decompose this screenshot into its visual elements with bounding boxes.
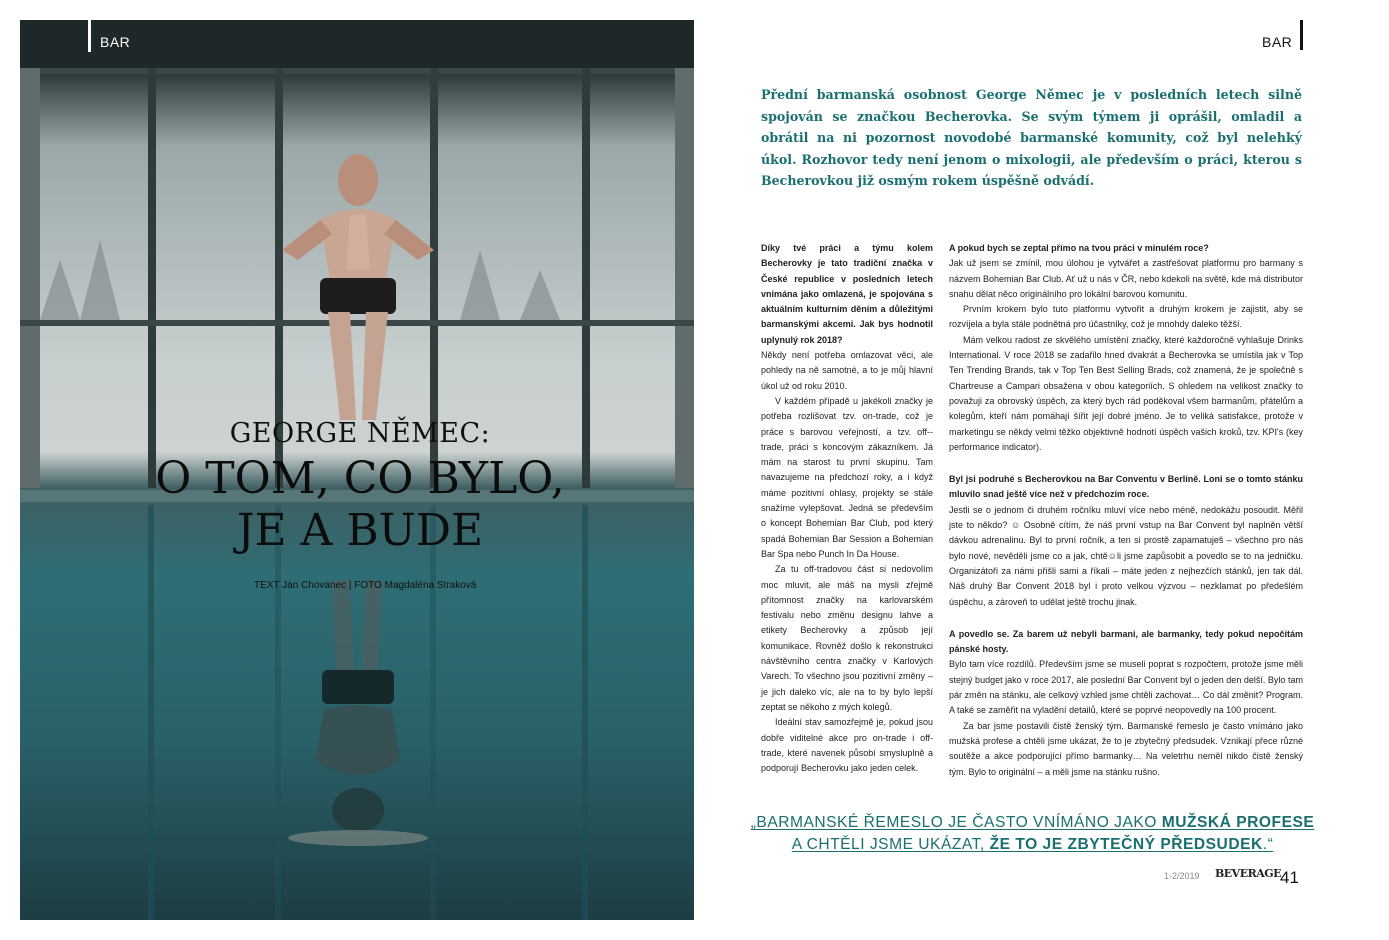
question: Díky tvé práci a týmu kolem Becherovky je tato tradiční značka v České republice v posledních letech vnímána jako omlazená, je spojována s aktuálním kulturním děním a důležitými barmanskými akcemi. Jak bys hodnotil uplynulý rok 2018?	[761, 243, 933, 345]
section-label-left: BAR	[88, 20, 130, 52]
answer-paragraph: Ideální stav samozřejmě je, pokud jsou dobře viditelné akce pro on-trade i off-trade, které navenek působí smysluplně a podporují Becherovku jako jeden celek.	[761, 717, 933, 774]
answer-paragraph: Jestli se o jednom či druhém ročníku mluví více nebo méně, nedokážu posoudit. Měřil jste to někdo? ☺ Osobně cítím, že náš první vstup na Bar Convent byl naplněn větší dávkou adrenalinu. Byl to první ročník, a ten si prostě zapamatuješ – všechno pro nás bylo nové, nevěděli jsme co a jak, chtě☺li jsme zapůsobit a povedlo se to na jedničku. Organizátoři za námi přišli sami a říkali – máte jeden z nejhezčích stánků, jen tak dál. Náš druhý Bar Convent 2018 byl i proto velkou výzvou – nezklamat po předešlém úspěchu, a zároveň to udělat ještě trochu jinak.	[949, 504, 1303, 607]
magazine-logo: BEVERAGE	[1215, 867, 1282, 880]
answer-paragraph: Někdy není potřeba omlazovat věci, ale pohledy na ně samotné, a to je můj hlavní úkol už od roku 2010.	[761, 350, 933, 391]
answer-paragraph: Za bar jsme postavili čistě ženský tým. Barmanské řemeslo je často vnímáno jako mužská profese a chtěli jsme ukázat, že to je zbytečný předsudek. Vznikají přece různé soutěže a akce podporující přímo barmanky… Na veletrhu neměl nikdo čistě ženský tým. Bylo to originální – a měli jsme na stánku rušno.	[949, 720, 1303, 777]
answer-paragraph: Za tu off-tradovou část si nedovolím moc mluvit, ale máš na mysli zřejmě přítomnost značky na karlovarském festivalu nebo změnu designu lahve a etikety Becherovky a způsob její komunikace. Rovněž došlo k rekonstrukci návštěvního centra značky v Karlových Varech. To všechno jsou pozitivní změny – je jich daleko víc, ale na to by bylo lepší zeptat se někoho z mých kolegů.	[761, 564, 933, 712]
pull-quote	[740, 812, 1325, 856]
title-line-3: JE A BUDE	[236, 505, 484, 556]
answer-paragraph: Mám velkou radost ze skvělého umístění značky, které každoročně vyhlašuje Drinks International. V roce 2018 se zadařilo hned dvakrát a Becherovka se umístila jak v Top Ten Trending Brands, tak v Top Ten Best Selling Brads, což znamená, že je společně s Chartreuse a Campari obsažena v obou kategoriích. S ohledem na velikost značky to považuji za obrovský úspěch, za který bych rád poděkoval všem barmanům, přátelům a kolegům, kteří nám pomáhají šířit její dobré jméno. Je to veliká satisfakce, protože v marketingu se někdy velmi těžko objektivně hodnotí úspěch vašich kroků, tzv. KPI's (key performance indicator).	[949, 334, 1303, 452]
question: A povedlo se. Za barem už nebyli barmani, ale barmanky, tedy pokud nepočítám pánské hosty.	[949, 628, 1303, 655]
article-lead: Přední barmanská osobnost George Němec je v posledních letech silně spojován se značkou Becherovka. Se svým týmem ji oprášil, omladil a obrátil na ni pozornost novodobé barmanské komunity, což byl nelehký úkol. Rozhovor tedy není jenom o mixologii, ale především o práci, kterou s Becherovkou již osmým rokem úspěšně odvádí.	[761, 87, 1302, 188]
quote-text: „BARMANSKÉ ŘEMESLO JE ČASTO VNÍMÁNO JAKO	[750, 814, 1162, 831]
page-number: 41	[1280, 868, 1299, 887]
article-title	[110, 418, 610, 557]
question: Byl jsi podruhé s Becherovkou na Bar Conventu v Berlíně. Loni se o tomto stánku mluvilo snad ještě více než v předchozím roce.	[949, 474, 1303, 500]
question: A pokud bych se zeptal přímo na tvou práci v minulém roce?	[949, 243, 1209, 253]
answer-paragraph: V každém případě u jakékoli značky je potřeba rozlišovat tzv. on-trade, což je práce s barovou veřejností, a tzv. off--trade, práci s koncovým zákazníkem. Já mám na starost tu první skupinu. Tam navazujeme na předchozí roky, a i když máme pozitivní ohlasy, projekty se stále snažíme vylepšovat. Jedná se především o koncept Bohemian Bar Club, pod který spadá Bohemian Bar Session a Bohemian Bar Spa nebo Punch In Da House.	[761, 395, 933, 559]
quote-end: .“	[1262, 836, 1274, 853]
text-column-1	[761, 241, 933, 776]
text-column-2	[949, 241, 1303, 780]
issue-number: 1-2/2019	[1164, 871, 1200, 881]
title-line-1: GEORGE NĚMEC:	[229, 418, 491, 449]
answer-paragraph: Jak už jsem se zmínil, mou úlohou je vytvářet a zastřešovat platformu pro barmany s názvem Bohemian Bar Club. Ať už u nás v ČR, nebo kdekoli na světě, kde má distributor snahu dělat něco originálního pro lokální barovou komunitu.	[949, 258, 1303, 299]
quote-text: A CHTĚLI JSME UKÁZAT,	[791, 836, 990, 853]
quote-highlight: MUŽSKÁ PROFESE	[1161, 814, 1315, 831]
quote-highlight: ŽE TO JE ZBYTEČNÝ PŘEDSUDEK	[989, 836, 1263, 853]
section-label-right: BAR	[1262, 20, 1303, 50]
answer-paragraph: Prvním krokem bylo tuto platformu vytvořit a druhým krokem je zajistit, aby se rozvíjela a byla stále podnětná pro účastníky, což je mnohdy daleko těžší.	[949, 304, 1303, 330]
answer-paragraph: Bylo tam více rozdílů. Především jsme se museli poprat s rozpočtem, protože jsme měli stejný budget jako v roce 2017, ale poslední Bar Convent byl o jeden den delší. Bylo tam pár změn na stánku, ale celkový vzhled jsme chtěli zachovat… Co dál změnit? Program. A také se zaměřit na vyladění detailů, které se poprvé neopovedly na 100 procent.	[949, 659, 1303, 716]
article-credits: TEXT Ján Chovanec | FOTO Magdaléna Straková	[254, 580, 477, 591]
title-line-2: O TOM, CO BYLO,	[155, 453, 565, 504]
